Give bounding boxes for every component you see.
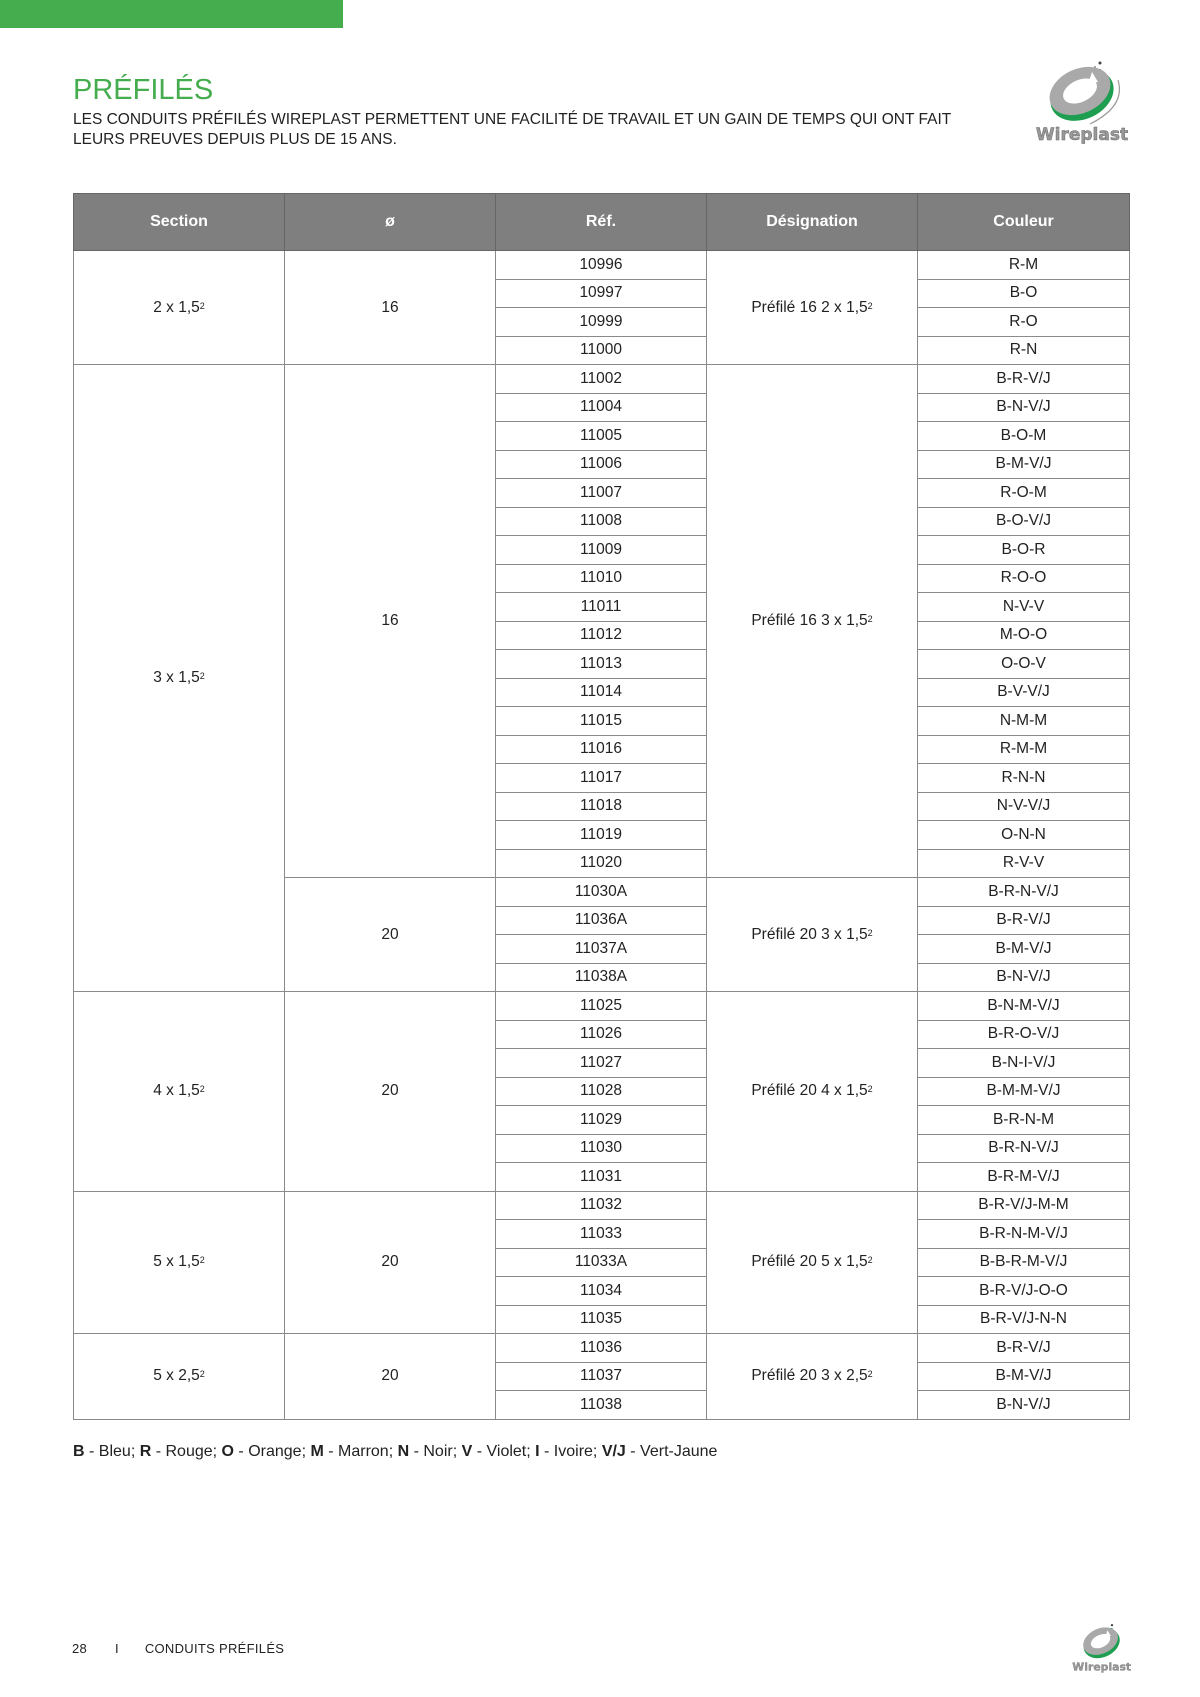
legend-name: Orange: [248, 1443, 302, 1460]
ref-cell: 11026: [496, 1020, 707, 1049]
ref-cell: 11007: [496, 479, 707, 508]
legend-name: Rouge: [165, 1443, 213, 1460]
ref-cell: 11032: [496, 1191, 707, 1220]
page-title: PRÉFILÉS: [73, 74, 214, 106]
couleur-cell: O-O-V: [918, 650, 1130, 679]
table-row: [74, 1191, 1130, 1220]
diameter-cell: 16: [285, 251, 496, 365]
couleur-cell: B-V-V/J: [918, 678, 1130, 707]
couleur-cell: B-N-V/J: [918, 393, 1130, 422]
intro-text: LES CONDUITS PRÉFILÉS WIREPLAST PERMETTENT UNE FACILITÉ DE TRAVAIL ET UN GAIN DE TEMPS QUI ONT FAIT LEURS PREUVES DEPUIS PLUS DE 15 ANS.: [73, 111, 951, 148]
legend-name: Marron: [338, 1443, 389, 1460]
ref-cell: 11025: [496, 992, 707, 1021]
couleur-cell: N-M-M: [918, 707, 1130, 736]
column-header-ref: Réf.: [496, 194, 707, 251]
couleur-cell: B-M-M-V/J: [918, 1077, 1130, 1106]
couleur-cell: R-O-M: [918, 479, 1130, 508]
legend-name: Violet: [486, 1443, 527, 1460]
couleur-cell: R-O-O: [918, 564, 1130, 593]
ref-cell: 11006: [496, 450, 707, 479]
ref-cell: 11010: [496, 564, 707, 593]
couleur-cell: B-M-V/J: [918, 935, 1130, 964]
column-header-couleur: Couleur: [918, 194, 1130, 251]
legend-code: V/J: [601, 1443, 626, 1460]
ref-cell: 11016: [496, 735, 707, 764]
couleur-cell: B-O: [918, 279, 1130, 308]
couleur-cell: M-O-O: [918, 621, 1130, 650]
top-accent-bar: [0, 0, 343, 28]
footer-section-name: CONDUITS PRÉFILÉS: [144, 1641, 285, 1656]
ref-cell: 11017: [496, 764, 707, 793]
couleur-cell: R-N: [918, 336, 1130, 365]
couleur-cell: B-R-V/J: [918, 906, 1130, 935]
ref-cell: 11033: [496, 1220, 707, 1249]
couleur-cell: B-R-V/J-M-M: [918, 1191, 1130, 1220]
ref-cell: 11036A: [496, 906, 707, 935]
diameter-cell: 20: [285, 878, 496, 992]
section-cell: 5 x $1,5^2$: [74, 1191, 285, 1334]
ref-cell: 11037: [496, 1362, 707, 1391]
legend-name: Ivoire: [553, 1443, 593, 1460]
couleur-cell: N-V-V: [918, 593, 1130, 622]
legend-code: O: [221, 1443, 234, 1460]
legend-name: Bleu: [98, 1443, 131, 1460]
ref-cell: 11038: [496, 1391, 707, 1420]
ref-cell: 11008: [496, 507, 707, 536]
diameter-cell: 20: [285, 992, 496, 1192]
designation-cell: Préfilé 20 3 x $1,5^2$: [707, 878, 918, 992]
couleur-cell: B-N-V/J: [918, 1391, 1130, 1420]
section-cell: 2 x $1,5^2$: [74, 251, 285, 365]
ref-cell: 11030A: [496, 878, 707, 907]
ref-cell: 11033A: [496, 1248, 707, 1277]
legend-code: N: [397, 1443, 410, 1460]
ref-cell: 11037A: [496, 935, 707, 964]
ref-cell: 11002: [496, 365, 707, 394]
ref-cell: 11015: [496, 707, 707, 736]
couleur-cell: B-R-N-V/J: [918, 1134, 1130, 1163]
ref-cell: 11031: [496, 1163, 707, 1192]
column-header-diameter: ø: [285, 194, 496, 251]
ref-cell: 10997: [496, 279, 707, 308]
table-row: [74, 251, 1130, 280]
diameter-cell: 20: [285, 1191, 496, 1334]
legend-code: B: [73, 1443, 85, 1460]
ref-cell: 11019: [496, 821, 707, 850]
couleur-cell: B-N-M-V/J: [918, 992, 1130, 1021]
couleur-cell: R-M: [918, 251, 1130, 280]
color-legend: B - Bleu; R - Rouge; O - Orange; M - Marron; N - Noir; V - Violet; I - Ivoire; V/J - Vert-Jaune: [73, 1443, 718, 1460]
designation-cell: Préfilé 16 2 x $1,5^2$: [707, 251, 918, 365]
couleur-cell: B-R-N-M: [918, 1106, 1130, 1135]
column-header-designation: Désignation: [707, 194, 918, 251]
designation-cell: Préfilé 20 5 x $1,5^2$: [707, 1191, 918, 1334]
couleur-cell: O-N-N: [918, 821, 1130, 850]
ref-cell: 11014: [496, 678, 707, 707]
couleur-cell: R-N-N: [918, 764, 1130, 793]
couleur-cell: B-R-V/J: [918, 1334, 1130, 1363]
ref-cell: 11027: [496, 1049, 707, 1078]
section-cell: 4 x $1,5^2$: [74, 992, 285, 1192]
diameter-cell: 16: [285, 365, 496, 878]
table-row: [74, 1334, 1130, 1363]
legend-name: Vert-Jaune: [640, 1443, 718, 1460]
ref-cell: 11038A: [496, 963, 707, 992]
couleur-cell: B-N-I-V/J: [918, 1049, 1130, 1078]
table-body: [74, 251, 1130, 1420]
ref-cell: 10996: [496, 251, 707, 280]
ref-cell: 11035: [496, 1305, 707, 1334]
section-cell: 3 x $1,5^2$: [74, 365, 285, 992]
couleur-cell: B-M-V/J: [918, 450, 1130, 479]
ref-cell: 11029: [496, 1106, 707, 1135]
ref-cell: 11028: [496, 1077, 707, 1106]
page-footer: [72, 1641, 284, 1656]
couleur-cell: B-R-V/J-N-N: [918, 1305, 1130, 1334]
table-row: [74, 992, 1130, 1021]
legend-code: R: [139, 1443, 152, 1460]
couleur-cell: B-O-V/J: [918, 507, 1130, 536]
ref-cell: 11012: [496, 621, 707, 650]
couleur-cell: B-N-V/J: [918, 963, 1130, 992]
ref-cell: 10999: [496, 308, 707, 337]
ref-cell: 11034: [496, 1277, 707, 1306]
couleur-cell: B-R-N-M-V/J: [918, 1220, 1130, 1249]
ref-cell: 11030: [496, 1134, 707, 1163]
designation-cell: Préfilé 20 4 x $1,5^2$: [707, 992, 918, 1192]
column-header-section: Section: [74, 194, 285, 251]
couleur-cell: R-M-M: [918, 735, 1130, 764]
designation-cell: Préfilé 20 3 x $2,5^2$: [707, 1334, 918, 1420]
couleur-cell: R-O: [918, 308, 1130, 337]
couleur-cell: B-B-R-M-V/J: [918, 1248, 1130, 1277]
diameter-cell: 20: [285, 1334, 496, 1420]
couleur-cell: N-V-V/J: [918, 792, 1130, 821]
couleur-cell: B-O-M: [918, 422, 1130, 451]
legend-name: Noir: [423, 1443, 453, 1460]
ref-cell: 11004: [496, 393, 707, 422]
couleur-cell: B-R-O-V/J: [918, 1020, 1130, 1049]
ref-cell: 11018: [496, 792, 707, 821]
legend-code: V: [461, 1443, 473, 1460]
couleur-cell: B-R-M-V/J: [918, 1163, 1130, 1192]
svg-text:Wireplast: Wireplast: [1035, 125, 1129, 145]
section-cell: 5 x $2,5^2$: [74, 1334, 285, 1420]
ref-cell: 11036: [496, 1334, 707, 1363]
svg-text:Wireplast: Wireplast: [1072, 1660, 1132, 1674]
ref-cell: 11009: [496, 536, 707, 565]
legend-code: I: [535, 1443, 540, 1460]
ref-cell: 11013: [496, 650, 707, 679]
table-header-row: [74, 194, 1130, 251]
page-number: 28: [72, 1641, 88, 1656]
ref-cell: 11000: [496, 336, 707, 365]
ref-cell: 11020: [496, 849, 707, 878]
couleur-cell: B-R-V/J: [918, 365, 1130, 394]
couleur-cell: R-V-V: [918, 849, 1130, 878]
ref-cell: 11011: [496, 593, 707, 622]
wireplast-footer-logo-icon: [1072, 1622, 1132, 1674]
couleur-cell: B-O-R: [918, 536, 1130, 565]
table-row: [74, 365, 1130, 394]
wireplast-logo-icon: [1030, 58, 1135, 148]
couleur-cell: B-R-N-V/J: [918, 878, 1130, 907]
product-table: [73, 193, 1130, 1420]
ref-cell: 11005: [496, 422, 707, 451]
couleur-cell: B-M-V/J: [918, 1362, 1130, 1391]
footer-separator: I: [114, 1641, 119, 1656]
legend-code: M: [310, 1443, 324, 1460]
designation-cell: Préfilé 16 3 x $1,5^2$: [707, 365, 918, 878]
couleur-cell: B-R-V/J-O-O: [918, 1277, 1130, 1306]
